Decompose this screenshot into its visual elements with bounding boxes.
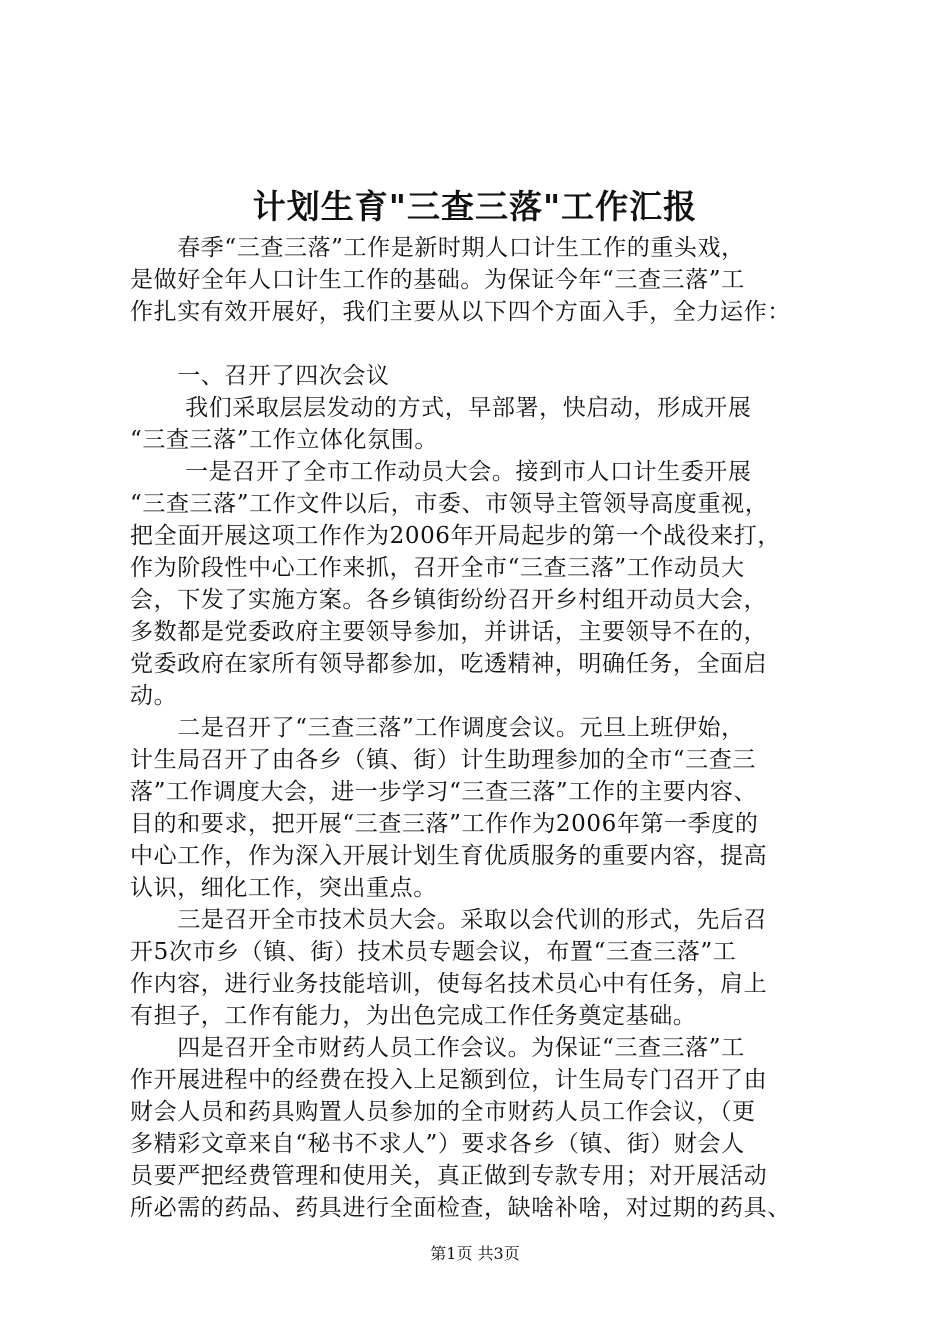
- text-line: 认识，细化工作，突出重点。: [130, 875, 437, 901]
- text-line: 开5次市乡（镇、街）技术员专题会议，布置“三查三落”工: [130, 939, 737, 965]
- text-line: 中心工作，作为深入开展计划生育优质服务的重要内容，提高: [130, 843, 768, 869]
- text-line: 二是召开了“三查三落”工作调度会议。元旦上班伊始，: [130, 715, 745, 741]
- text-line: 动。: [130, 683, 178, 709]
- text-line: 一是召开了全市工作动员大会。接到市人口计生委开展: [130, 459, 752, 485]
- text-line: 有担子，工作有能力，为出色完成工作任务奠定基础。: [130, 1003, 697, 1029]
- text-line: 一、召开了四次会议: [130, 363, 390, 389]
- text-line: 是做好全年人口计生工作的基础。为保证今年“三查三落”工: [130, 267, 745, 293]
- text-line: 计生局召开了由各乡（镇、街）计生助理参加的全市“三查三: [130, 747, 756, 773]
- text-line: 作内容，进行业务技能培训，使每名技术员心中有任务，肩上: [130, 971, 768, 997]
- text-line: 落”工作调度大会，进一步学习“三查三落”工作的主要内容、: [130, 779, 758, 805]
- text-line: 党委政府在家所有领导都参加，吃透精神，明确任务，全面启: [130, 651, 768, 677]
- text-line: 春季“三查三落”工作是新时期人口计生工作的重头戏，: [130, 235, 745, 261]
- text-line: “三查三落”工作立体化氛围。: [130, 427, 438, 453]
- text-line: 四是召开全市财药人员工作会议。为保证“三查三落”工: [130, 1035, 745, 1061]
- document-body: [130, 232, 830, 1224]
- text-line: 作扎实有效开展好，我们主要从以下四个方面入手，全力运作：: [130, 299, 791, 325]
- text-line: 我们采取层层发动的方式，早部署，快启动，形成开展: [130, 395, 752, 421]
- text-line: 三是召开全市技术员大会。采取以会代训的形式，先后召: [130, 907, 768, 933]
- text-line: 会，下发了实施方案。各乡镇街纷纷召开乡村组开动员大会，: [130, 587, 768, 613]
- blank-line: [130, 328, 830, 360]
- page-footer: 第1页 共3页: [430, 1244, 520, 1263]
- text-line: 多数都是党委政府主要领导参加，并讲话，主要领导不在的，: [130, 619, 768, 645]
- text-line: “三查三落”工作文件以后，市委、市领导主管领导高度重视，: [130, 491, 769, 517]
- text-line: 所必需的药品、药具进行全面检查，缺啥补啥，对过期的药具、: [130, 1195, 791, 1221]
- text-line: 把全面开展这项工作作为2006年开局起步的第一个战役来打，: [130, 523, 781, 549]
- text-line: 目的和要求，把开展“三查三落”工作作为2006年第一季度的: [130, 811, 759, 837]
- text-line: 财会人员和药具购置人员参加的全市财药人员工作会议，（更: [130, 1099, 756, 1125]
- text-line: 作开展进程中的经费在投入上足额到位，计生局专门召开了由: [130, 1067, 768, 1093]
- text-line: 作为阶段性中心工作来抓，召开全市“三查三落”工作动员大: [130, 555, 745, 581]
- text-line: 多精彩文章来自“秘书不求人”）要求各乡（镇、街）财会人: [130, 1131, 745, 1157]
- document-title: 计划生育"三查三落"工作汇报: [252, 187, 698, 226]
- text-line: 员要严把经费管理和使用关，真正做到专款专用；对开展活动: [130, 1163, 768, 1189]
